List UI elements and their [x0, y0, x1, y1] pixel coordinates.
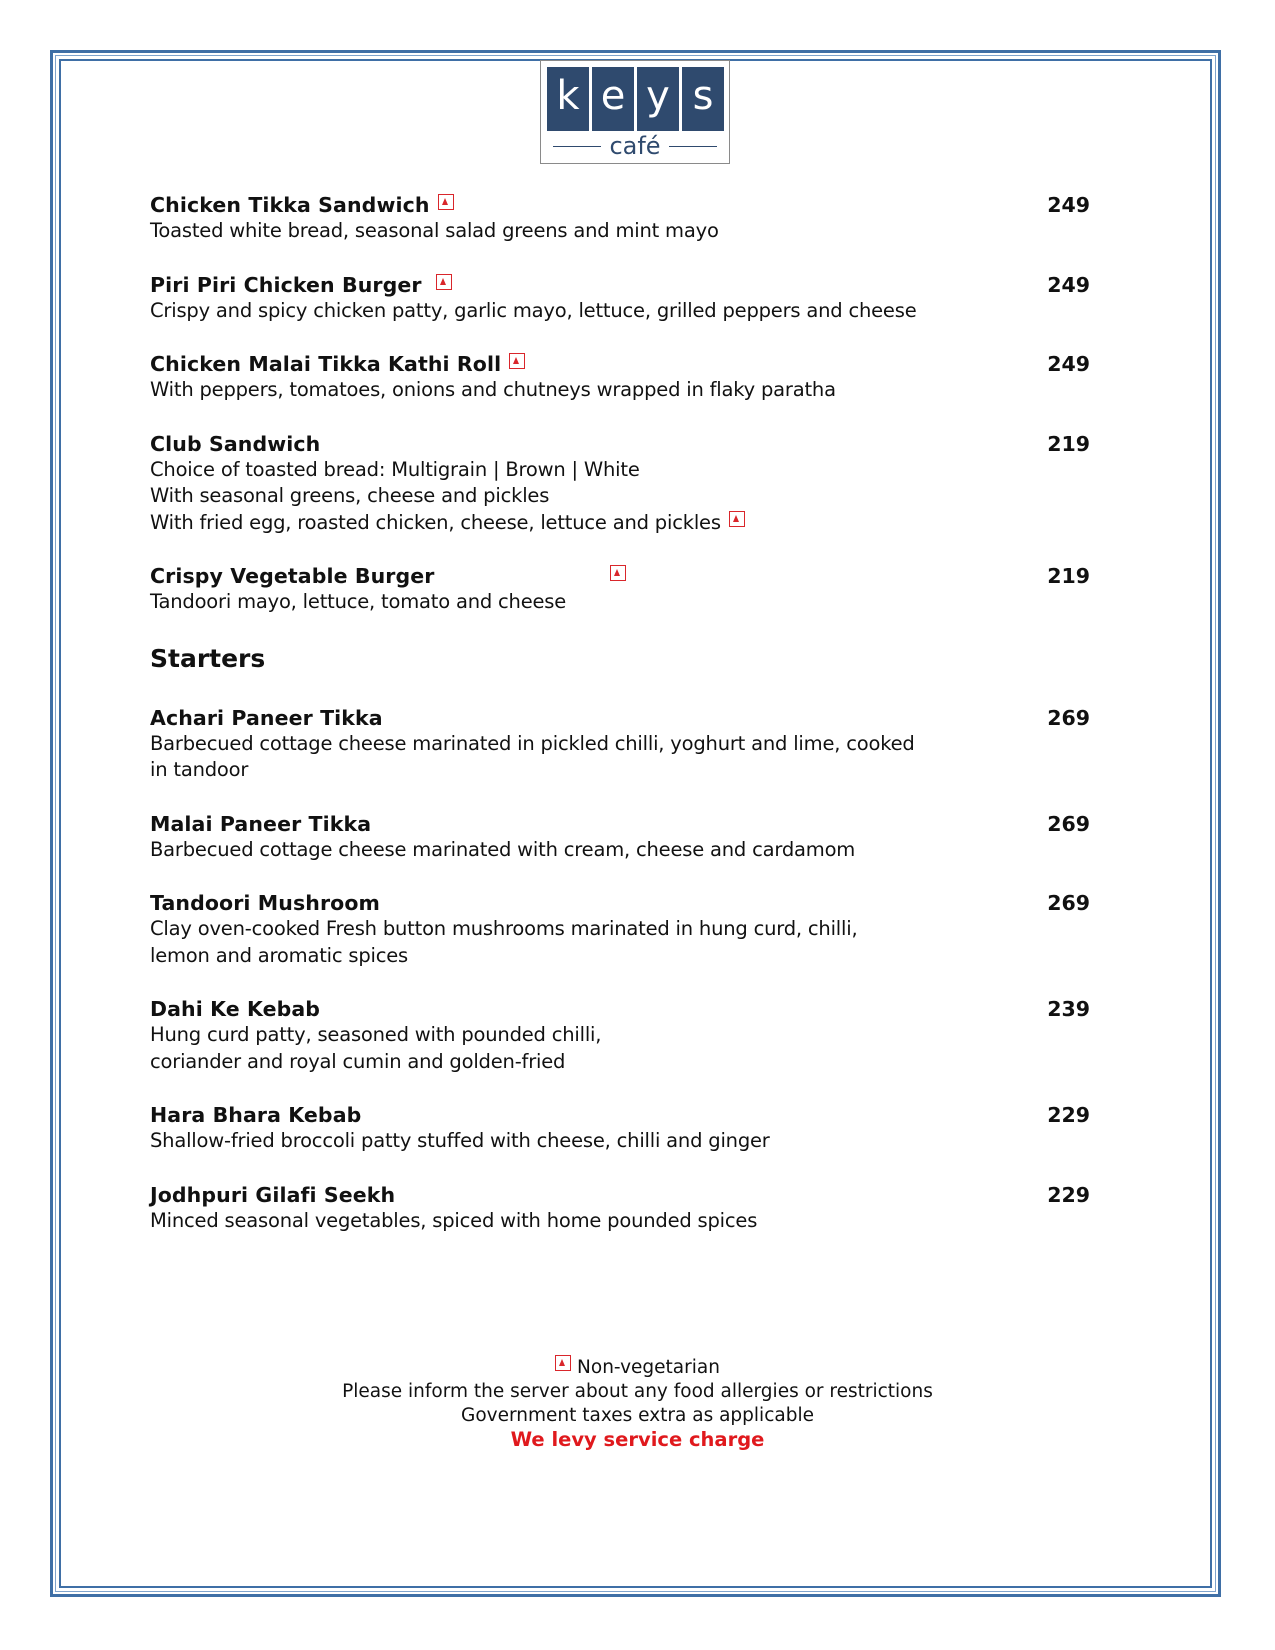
- menu-item-crispy-vegetable-burger: [150, 563, 1090, 616]
- non-veg-icon: [438, 194, 454, 210]
- item-price: 219: [1047, 431, 1090, 456]
- item-description-line: [150, 510, 1090, 537]
- non-veg-icon: [729, 511, 745, 527]
- item-name: Jodhpuri Gilafi Seekh: [150, 1182, 396, 1207]
- menu-item-dahi-ke-kebab: [150, 996, 1090, 1075]
- item-name: Dahi Ke Kebab: [150, 997, 321, 1021]
- item-description: Minced seasonal vegetables, spiced with home pounded spices: [150, 1208, 758, 1232]
- item-price: 239: [1047, 997, 1090, 1021]
- item-description: With peppers, tomatoes, onions and chutneys wrapped in flaky paratha: [150, 378, 836, 401]
- non-veg-icon: [436, 274, 452, 290]
- logo-letter: k: [547, 67, 589, 131]
- item-description: Hung curd patty, seasoned with pounded chilli,: [150, 1023, 602, 1046]
- item-price: 229: [1047, 1182, 1090, 1207]
- menu-footer: [0, 1355, 1275, 1452]
- item-name: Tandoori Mushroom: [150, 891, 381, 915]
- item-price: 249: [1047, 272, 1090, 297]
- tax-note: Government taxes extra as applicable: [461, 1405, 814, 1426]
- item-price: 269: [1047, 811, 1090, 836]
- menu-item-piri-piri-chicken-burger: [150, 272, 1090, 325]
- menu-item-achari-paneer-tikka: [150, 705, 1090, 784]
- non-veg-icon: [610, 565, 626, 581]
- menu-item-hara-bhara-kebab: [150, 1102, 1090, 1155]
- logo-rule-right: [669, 146, 717, 147]
- item-description: Shallow-fried broccoli patty stuffed with cheese, chilli and ginger: [150, 1129, 770, 1152]
- item-description: lemon and aromatic spices: [150, 943, 409, 967]
- item-name: Achari Paneer Tikka: [150, 705, 383, 730]
- logo-letters: [547, 67, 724, 131]
- item-name: Hara Bhara Kebab: [150, 1103, 362, 1127]
- item-price: 249: [1047, 193, 1090, 217]
- allergy-note: Please inform the server about any food allergies or restrictions: [342, 1381, 933, 1402]
- menu-item-jodhpuri-gilafi-seekh: [150, 1182, 1090, 1235]
- item-name: Crispy Vegetable Burger: [150, 564, 435, 588]
- keys-cafe-logo: [540, 60, 730, 164]
- item-name: Malai Paneer Tikka: [150, 811, 372, 836]
- item-description: Barbecued cottage cheese marinated in pickled chilli, yoghurt and lime, cooked: [150, 731, 915, 755]
- item-description: Tandoori mayo, lettuce, tomato and cheese: [150, 590, 567, 613]
- item-description: Crispy and spicy chicken patty, garlic mayo, lettuce, grilled peppers and cheese: [150, 298, 917, 322]
- item-description: Choice of toasted bread: Multigrain | Brown | White: [150, 457, 640, 481]
- menu-item-chicken-malai-tikka-kathi-roll: [150, 351, 1090, 404]
- item-name: Chicken Malai Tikka Kathi Roll: [150, 352, 502, 376]
- menu-item-malai-paneer-tikka: [150, 811, 1090, 864]
- logo-letter: y: [637, 67, 679, 131]
- service-charge-note: We levy service charge: [510, 1428, 765, 1451]
- logo-cafe-text: café: [609, 132, 661, 160]
- item-description: in tandoor: [150, 758, 249, 781]
- non-veg-icon: [509, 353, 525, 369]
- item-description: With fried egg, roasted chicken, cheese, lettuce and pickles: [150, 510, 721, 534]
- logo-letter: e: [592, 67, 634, 131]
- section-title-starters: Starters: [150, 643, 266, 673]
- menu-item-club-sandwich: [150, 431, 1090, 537]
- item-name: Club Sandwich: [150, 431, 321, 456]
- item-description: Clay oven-cooked Fresh button mushrooms marinated in hung curd, chilli,: [150, 917, 858, 940]
- logo-subtitle: [545, 133, 725, 159]
- item-description: With seasonal greens, cheese and pickles: [150, 484, 550, 507]
- item-price: 269: [1047, 705, 1090, 730]
- logo-letter: s: [682, 67, 724, 131]
- logo-rule-left: [553, 146, 601, 147]
- legend-line: [0, 1355, 1275, 1380]
- item-description: Barbecued cottage cheese marinated with cream, cheese and cardamom: [150, 837, 856, 861]
- item-price: 249: [1047, 352, 1090, 376]
- non-veg-icon: [555, 1355, 571, 1371]
- item-name: Piri Piri Chicken Burger: [150, 272, 422, 297]
- menu-item-tandoori-mushroom: [150, 890, 1090, 969]
- menu-item-chicken-tikka-sandwich: [150, 192, 1090, 245]
- item-price: 269: [1047, 891, 1090, 915]
- menu-list: [150, 192, 1090, 1261]
- item-description: Toasted white bread, seasonal salad greens and mint mayo: [150, 219, 719, 242]
- item-name: Chicken Tikka Sandwich: [150, 193, 430, 217]
- legend-label: Non-vegetarian: [577, 1357, 720, 1378]
- item-description: coriander and royal cumin and golden-fried: [150, 1049, 566, 1073]
- item-price: 219: [1047, 564, 1090, 588]
- item-price: 229: [1047, 1103, 1090, 1127]
